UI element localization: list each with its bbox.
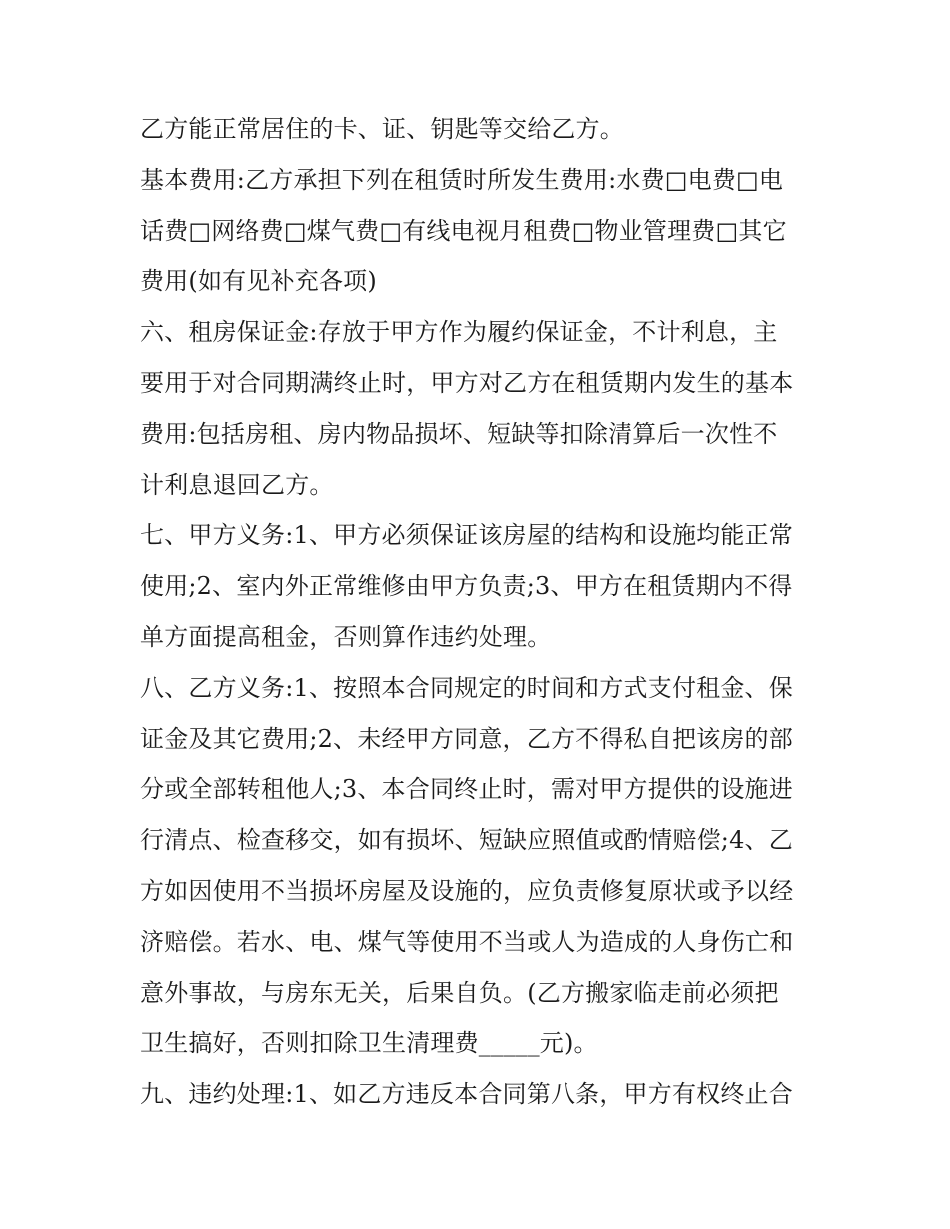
text-line: 话费□网络费□煤气费□有线电视月租费□物业管理费□其它 — [140, 216, 787, 245]
text-line: 七、甲方义务:1、甲方必须保证该房屋的结构和设施均能正常 — [140, 521, 793, 550]
text-line: 行清点、检查移交，如有损坏、短缺应照值或酌情赔偿;4、乙 — [140, 826, 793, 855]
text-line: 六、租房保证金:存放于甲方作为履约保证金，不计利息，主 — [140, 318, 778, 347]
text-line: 九、违约处理:1、如乙方违反本合同第八条，甲方有权终止合 — [140, 1080, 793, 1109]
contract-text — [140, 104, 820, 1120]
text-line: 费用:包括房租、房内物品损坏、短缺等扣除清算后一次性不 — [140, 419, 778, 448]
text-line: 计利息退回乙方。 — [140, 470, 334, 499]
text-line: 八、乙方义务:1、按照本合同规定的时间和方式支付租金、保 — [140, 673, 793, 702]
text-line: 分或全部转租他人;3、本合同终止时，需对甲方提供的设施进 — [140, 775, 793, 804]
text-line: 方如因使用不当损坏房屋及设施的，应负责修复原状或予以经 — [140, 876, 794, 905]
text-line: 济赔偿。若水、电、煤气等使用不当或人为造成的人身伤亡和 — [140, 927, 794, 956]
text-line: 要用于对合同期满终止时，甲方对乙方在租赁期内发生的基本 — [140, 368, 794, 397]
text-line: 乙方能正常居住的卡、证、钥匙等交给乙方。 — [140, 115, 624, 143]
text-line: 基本费用:乙方承担下列在租赁时所发生费用:水费□电费□电 — [140, 165, 784, 194]
text-line: 证金及其它费用;2、未经甲方同意，乙方不得私自把该房的部 — [140, 724, 793, 753]
text-line: 意外事故，与房东无关，后果自负。(乙方搬家临走前必须把 — [140, 978, 779, 1007]
text-line: 卫生搞好，否则扣除卫生清理费_____元)。 — [140, 1029, 598, 1058]
text-line: 使用;2、室内外正常维修由甲方负责;3、甲方在租赁期内不得 — [140, 572, 793, 601]
text-line: 单方面提高租金，否则算作违约处理。 — [140, 622, 552, 651]
text-line: 费用(如有见补充各项) — [140, 267, 377, 296]
